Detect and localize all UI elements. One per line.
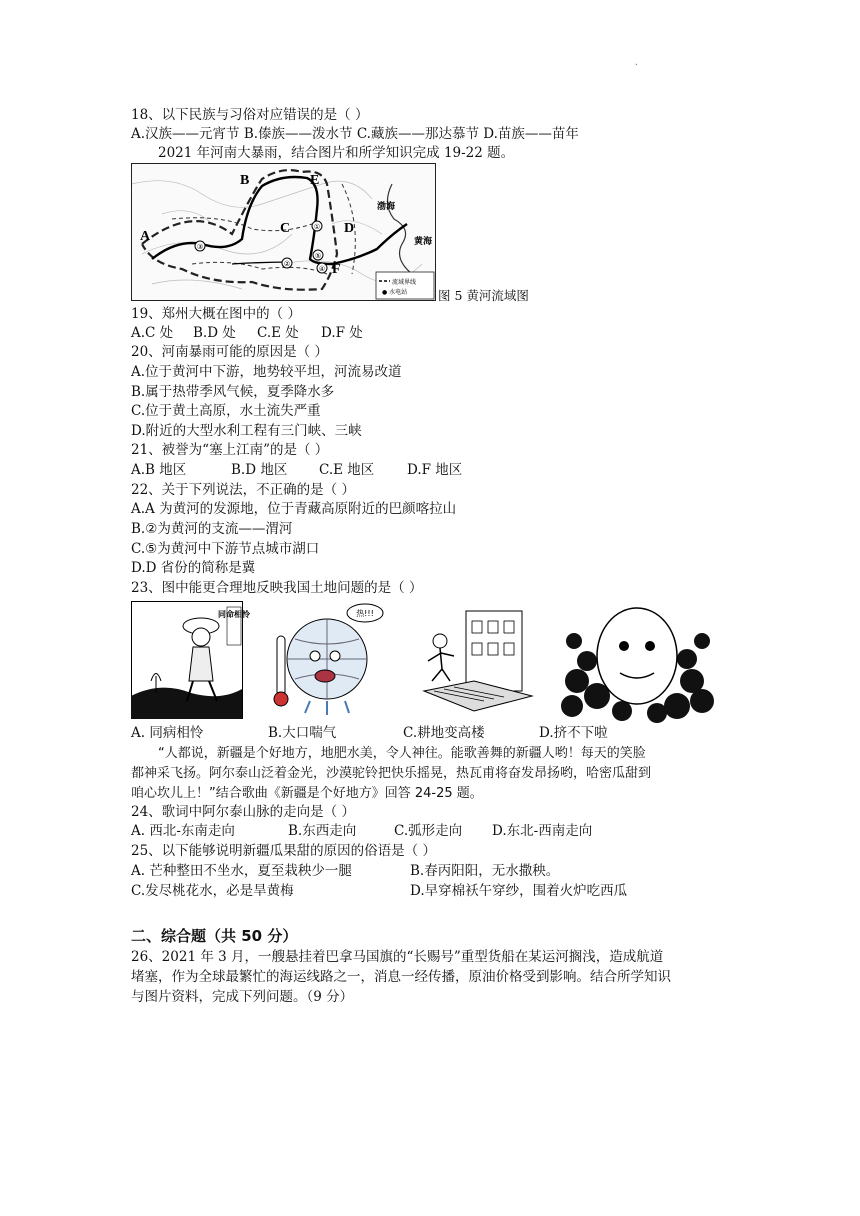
q18-options: A.汉族——元宵节 B.傣族——泼水节 C.藏族——那达慕节 D.苗族——苗年 — [131, 126, 579, 142]
intro-19-22: 2021 年河南大暴雨，结合图片和所学知识完成 19-22 题。 — [158, 145, 515, 161]
q22-option-b: B.②为黄河的支流——渭河 — [131, 521, 293, 537]
q21-options — [131, 461, 462, 480]
svg-text:③: ③ — [196, 243, 204, 251]
q24-option-a: A. 西北-东南走向 — [131, 823, 235, 839]
song-line-2: 都神采飞扬。阿尔泰山泛着金光，沙漠驼铃把快乐摇晃，热瓦甫将奋发昂扬哟，哈密瓜甜到 — [131, 766, 652, 781]
q23-option-d: D.挤不下啦 — [539, 725, 608, 741]
q19-options — [131, 324, 363, 343]
map-label-f: F — [332, 262, 341, 277]
q26-line-1: 26、2021 年 3 月，一艘悬挂着巴拿马国旗的“长赐号”重型货船在某运河搁浅，造成航道 — [131, 949, 664, 965]
q24-options — [131, 822, 592, 841]
page-mark: · — [634, 60, 638, 71]
q19-option-a: A.C 处 — [131, 325, 174, 341]
map-label-a: A — [140, 229, 151, 244]
q25-row-1 — [131, 862, 559, 881]
q19-option-d: D.F 处 — [321, 325, 363, 341]
q20-option-c: C.位于黄土高原，水土流失严重 — [131, 403, 321, 419]
q25-option-a: A. 芒种整田不坐水，夏至栽秧少一腿 — [131, 863, 352, 879]
q20-stem: 20、河南暴雨可能的原因是（ ） — [131, 344, 328, 360]
q23-option-b: B.大口喘气 — [268, 725, 337, 741]
cartoon1-caption: 同命相怜 — [218, 610, 250, 619]
q18-stem: 18、以下民族与习俗对应错误的是（ ） — [131, 107, 369, 123]
q25-row-2 — [131, 882, 627, 901]
q23-stem: 23、图中能更合理地反映我国土地问题的是（ ） — [131, 580, 423, 596]
map-legend-station: ● 水电站 — [382, 289, 408, 296]
q21-option-c: C.E 地区 — [319, 462, 375, 478]
q20-option-b: B.属于热带季风气候，夏季降水多 — [131, 384, 335, 400]
q25-option-c: C.发尽桃花水，必是旱黄梅 — [131, 883, 294, 899]
cartoon-same-fate — [131, 601, 250, 719]
map-caption: 图 5 黄河流域图 — [438, 288, 529, 303]
q24-option-c: C.弧形走向 — [394, 823, 463, 839]
q24-option-d: D.东北-西南走向 — [492, 823, 593, 839]
map-label-c: C — [280, 221, 291, 236]
cartoon-farmland-buildings — [414, 601, 538, 719]
svg-text:⑤: ⑤ — [314, 252, 322, 260]
map-label-d: D — [344, 221, 355, 236]
yellow-river-basin-map — [131, 163, 436, 301]
q26-line-2: 堵塞，作为全球最繁忙的海运线路之一，消息一经传播，原油价格受到影响。结合所学知识 — [131, 969, 671, 985]
map-legend-boundary: 流域界线 — [392, 279, 417, 286]
svg-text:④: ④ — [318, 265, 326, 273]
q25-option-d: D.早穿棉袄午穿纱，围着火炉吃西瓜 — [410, 883, 628, 899]
map-label-b: B — [240, 173, 250, 188]
q22-option-d: D.D 省份的简称是冀 — [131, 560, 256, 576]
song-line-1: “人都说，新疆是个好地方，地肥水美，令人神往。能歌善舞的新疆人哟！每天的笑脸 — [158, 746, 646, 761]
q24-stem: 24、歌词中阿尔泰山脉的走向是（ ） — [131, 804, 355, 820]
map-sea-huanghai: 黄海 — [414, 237, 433, 247]
cartoon-overcrowded — [562, 601, 713, 719]
cartoon-globe-panting — [265, 601, 387, 719]
map-label-e: E — [310, 173, 320, 188]
q21-option-a: A.B 地区 — [131, 462, 187, 478]
q25-option-b: B.春丙阳阳，无水撒秧。 — [410, 863, 560, 879]
q23-option-a: A. 同病相怜 — [131, 725, 204, 741]
section-2-heading: 二、综合题（共 50 分） — [131, 927, 298, 945]
cartoon2-speech: 热!!! — [356, 609, 374, 618]
q26-line-3: 与图片资料，完成下列问题。（9 分） — [131, 989, 354, 1005]
q19-option-b: B.D 处 — [193, 325, 236, 341]
q24-option-b: B.东西走向 — [288, 823, 357, 839]
q19-stem: 19、郑州大概在图中的（ ） — [131, 306, 301, 322]
q22-option-c: C.⑤为黄河中下游节点城市湖口 — [131, 541, 320, 557]
svg-text:②: ② — [283, 260, 291, 268]
q21-stem: 21、被誉为“塞上江南”的是（ ） — [131, 442, 329, 458]
q19-option-c: C.E 处 — [257, 325, 299, 341]
q20-option-a: A.位于黄河中下游，地势较平坦，河流易改道 — [131, 364, 402, 380]
q23-options — [131, 724, 608, 743]
q22-option-a: A.A 为黄河的发源地，位于青藏高原附近的巴颜喀拉山 — [131, 501, 457, 517]
q21-option-d: D.F 地区 — [407, 462, 463, 478]
song-line-3: 咱心坎儿上！”结合歌曲《新疆是个好地方》回答 24-25 题。 — [131, 786, 483, 801]
q21-option-b: B.D 地区 — [231, 462, 288, 478]
map-sea-bohai: 渤海 — [377, 202, 396, 212]
q20-option-d: D.附近的大型水利工程有三门峡、三峡 — [131, 423, 362, 439]
q23-option-c: C.耕地变高楼 — [403, 725, 485, 741]
q22-stem: 22、关于下列说法，不正确的是（ ） — [131, 482, 355, 498]
q25-stem: 25、以下能够说明新疆瓜果甜的原因的俗语是（ ） — [131, 843, 436, 859]
svg-text:①: ① — [313, 223, 321, 231]
